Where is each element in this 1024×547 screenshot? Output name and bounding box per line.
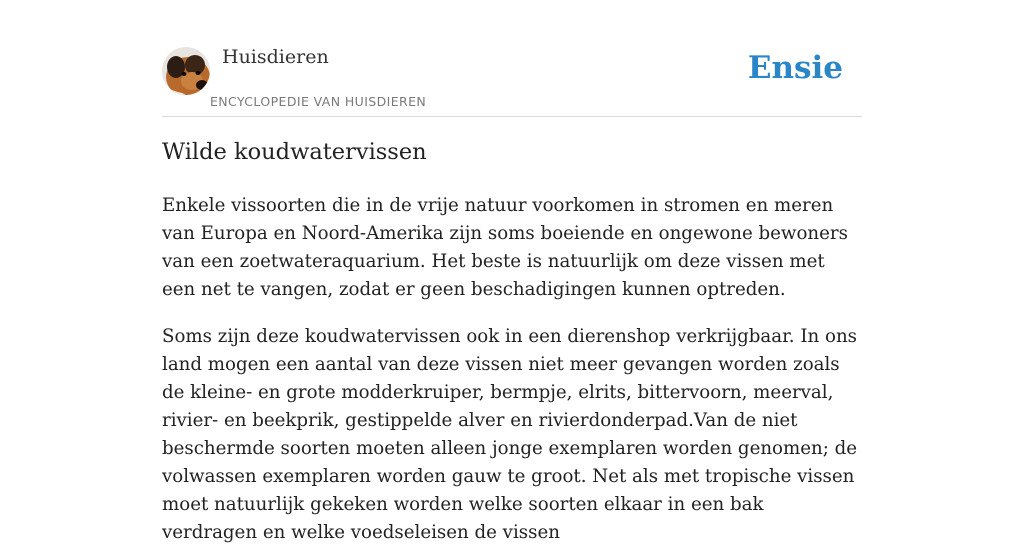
site-subtitle: ENCYCLOPEDIE VAN HUISDIEREN — [210, 94, 427, 109]
brand-logo[interactable]: Ensie — [747, 50, 843, 86]
dog-avatar[interactable] — [162, 47, 210, 95]
page-container — [162, 0, 862, 543]
site-header — [162, 0, 862, 117]
article-paragraph: Soms zijn deze koudwatervissen ook in een dierenshop verkrijgbaar. In ons land mogen een aantal van deze vissen niet meer gevangen worden zoals de kleine- en grote modderkruiper, bermpje, elrits, bittervoorn, meerval, rivier- en beekprik, gestippelde alver en rivierdonderpad.Van de niet beschermde soorten moeten alleen jonge exemplaren worden genomen; de volwassen exemplaren worden gauw te groot. Net als met tropische vissen moet natuurlijk gekeken worden welke soorten elkaar in een bak verdragen en welke voedseleisen de vissen — [162, 326, 858, 543]
article-title: Wilde koudwatervissen — [162, 139, 427, 165]
dog-photo-icon — [162, 47, 210, 95]
site-name[interactable]: Huisdieren — [222, 46, 329, 68]
article-paragraph: Enkele vissoorten die in de vrije natuur voorkomen in stromen en meren van Europa en Noord-Amerika zijn soms boeiende en ongewone bewoners van een zoetwateraquarium. Het beste is natuurlijk om deze vissen met een net te vangen, zodat er geen beschadigingen kunnen optreden. — [162, 195, 848, 300]
